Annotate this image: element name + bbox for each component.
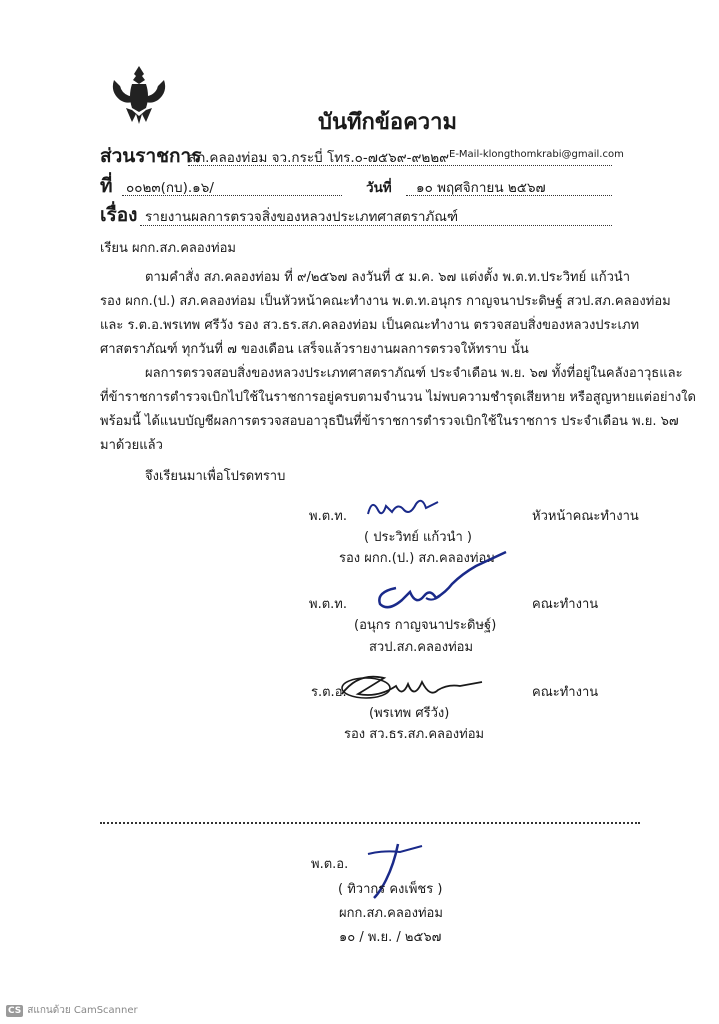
sig2-position: สวป.สภ.คลองท่อม [369, 640, 474, 655]
dept-label: ส่วนราชการ [100, 145, 202, 167]
sig1-name: ( ประวิทย์ แก้วนำ ) [364, 530, 472, 545]
camscanner-text: สแกนด้วย CamScanner [27, 1005, 138, 1016]
date-value: ๑๐ พฤศจิกายน ๒๕๖๗ [416, 180, 546, 196]
p2-line-1: ผลการตรวจสอบสิ่งของหลวงประเภทศาสตราภัณฑ์ ประจำเดือน พ.ย. ๖๗ ทั้งที่อยู่ในคลังอาวุธและ [145, 366, 683, 381]
subject-underline [140, 225, 612, 226]
sig1-signature [364, 492, 444, 522]
section-divider [100, 822, 640, 824]
ref-label: ที่ [100, 175, 113, 197]
endorse-rank: พ.ต.อ. [311, 857, 349, 872]
p1-line-2: รอง ผกก.(ป.) สภ.คลองท่อม เป็นหัวหน้าคณะทำงาน พ.ต.ท.อนุกร กาญจนาประดิษฐ์ สวป.สภ.คลองท่อม [100, 294, 671, 309]
ref-value: ๐๐๒๓(กบ).๑๖/ [126, 180, 214, 196]
subject-label: เรื่อง [100, 204, 138, 226]
sig1-position: รอง ผกก.(ป.) สภ.คลองท่อม [339, 551, 495, 566]
endorse-position: ผกก.สภ.คลองท่อม [339, 906, 443, 921]
sig2-role: คณะทำงาน [532, 597, 599, 612]
endorse-name: ( ทิวากร คงเพ็ชร ) [338, 882, 443, 897]
p2-line-4: มาด้วยแล้ว [100, 438, 163, 453]
p2-line-3: พร้อมนี้ ได้แนบบัญชีผลการตรวจสอบอาวุธปืนที่ข้าราชการตำรวจเบิกใช้ในราชการ ประจำเดือน พ.ย. ๖๗ [100, 414, 679, 429]
email-text: E-Mail-klongthomkrabi@gmail.com [449, 149, 624, 160]
ref-underline [122, 195, 342, 196]
camscanner-logo-icon: CS [8, 1006, 22, 1016]
p1-line-1: ตามคำสั่ง สภ.คลองท่อม ที่ ๙/๒๕๖๗ ลงวันที่ ๕ ม.ค. ๖๗ แต่งตั้ง พ.ต.ท.ประวิทย์ แก้วนำ [145, 270, 631, 285]
closing-text: จึงเรียนมาเพื่อโปรดทราบ [145, 469, 286, 484]
memo-title: บันทึกข้อความ [318, 110, 458, 135]
sig3-rank: ร.ต.อ. [311, 685, 347, 700]
sig2-name: (อนุกร กาญจนาประดิษฐ์) [354, 618, 497, 633]
camscanner-watermark [6, 1003, 138, 1018]
sig3-role: คณะทำงาน [532, 685, 599, 700]
garuda-emblem [106, 62, 172, 128]
sig3-position: รอง สว.ธร.สภ.คลองท่อม [344, 727, 485, 742]
p1-line-3: และ ร.ต.อ.พรเทพ ศรีวัง รอง สว.ธร.สภ.คลองท่อม เป็นคณะทำงาน ตรวจสอบสิ่งของหลวงประเภท [100, 318, 640, 333]
dept-underline [188, 165, 612, 166]
sig2-rank: พ.ต.ท. [309, 597, 347, 612]
endorse-date: ๑๐ / พ.ย. / ๒๕๖๗ [339, 930, 442, 945]
date-underline [406, 195, 612, 196]
sig1-rank: พ.ต.ท. [309, 509, 347, 524]
salutation: เรียน ผกก.สภ.คลองท่อม [100, 241, 236, 256]
date-label: วันที่ [366, 180, 392, 196]
subject-value: รายงานผลการตรวจสิ่งของหลวงประเภทศาสตราภัณฑ์ [145, 209, 459, 225]
p2-line-2: ที่ข้าราชการตำรวจเบิกไปใช้ในราชการอยู่ครบตามจำนวน ไม่พบความชำรุดเสียหาย หรือสูญหายแต่อย่างใด [100, 390, 696, 405]
dept-value: สภ.คลองท่อม จว.กระบี่ โทร.๐-๗๕๖๙-๙๒๒๙ [188, 150, 450, 166]
sig2-signature [366, 548, 516, 618]
p1-line-4: ศาสตราภัณฑ์ ทุกวันที่ ๗ ของเดือน เสร็จแล้วรายงานผลการตรวจให้ทราบ นั้น [100, 342, 529, 357]
sig1-role: หัวหน้าคณะทำงาน [532, 509, 639, 524]
sig3-name: (พรเทพ ศรีวัง) [369, 706, 450, 721]
